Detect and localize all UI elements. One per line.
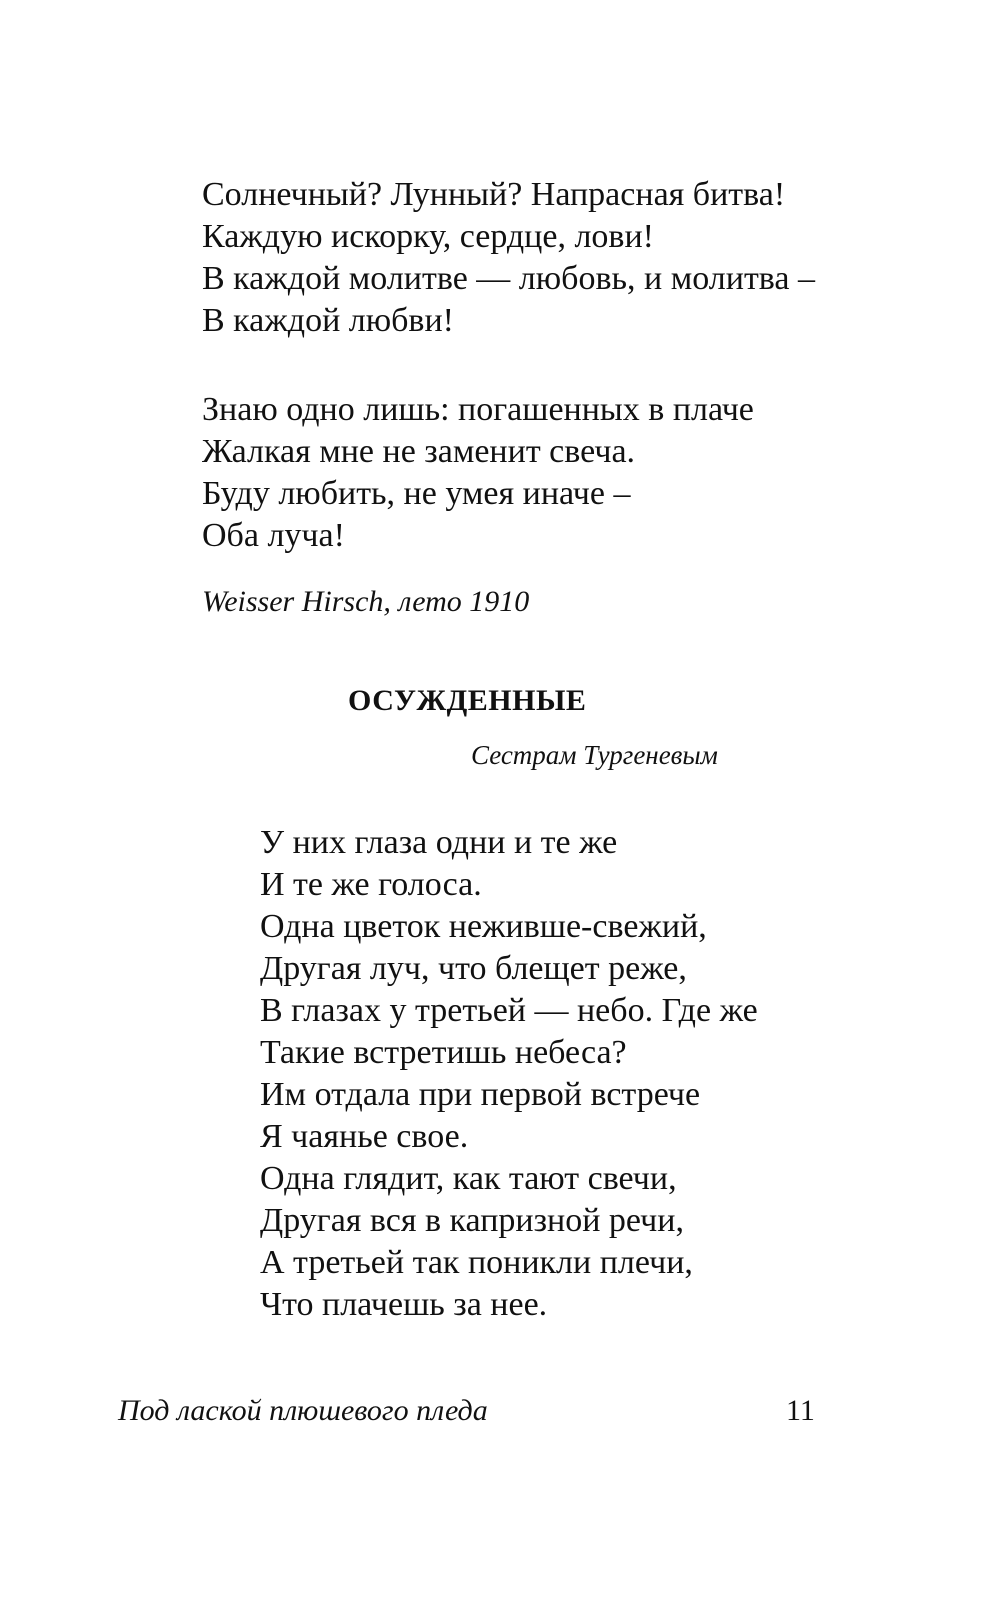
poem-line: У них глаза одни и те же xyxy=(260,824,618,861)
poem-line: А третьей так поникли плечи, xyxy=(260,1244,693,1281)
poem-line: Каждую искорку, сердце, лови! xyxy=(202,218,654,255)
poem-line: И те же голоса. xyxy=(260,866,482,903)
poem-line: Одна глядит, как тают свечи, xyxy=(260,1160,677,1197)
poem-dateline: Weisser Hirsch, лето 1910 xyxy=(202,585,530,618)
poem-line: В каждой любви! xyxy=(202,302,454,339)
poem-line: В глазах у третьей — небо. Где же xyxy=(260,992,758,1029)
stanza-2 xyxy=(202,389,754,557)
poem-line: Оба луча! xyxy=(202,517,345,554)
poem-line: Я чаянье свое. xyxy=(260,1118,469,1155)
poem-line: Другая вся в капризной речи, xyxy=(260,1202,684,1239)
poem-dedication: Сестрам Тургеневым xyxy=(471,740,718,770)
running-footer-title: Под лаской плюшевого пледа xyxy=(118,1394,488,1427)
poem-title: ОСУЖДЕННЫЕ xyxy=(348,684,587,717)
poem-line: Буду любить, не умея иначе – xyxy=(202,475,631,512)
poem-line: Знаю одно лишь: погашенных в плаче xyxy=(202,391,754,428)
page-number: 11 xyxy=(786,1394,815,1427)
poem-line: Одна цветок неживше-свежий, xyxy=(260,908,707,945)
poem-body xyxy=(260,822,758,1326)
poem-line: Такие встретишь небеса? xyxy=(260,1034,627,1071)
poem-line: Жалкая мне не заменит свеча. xyxy=(202,433,636,470)
poem-line: В каждой молитве — любовь, и молитва – xyxy=(202,260,815,297)
poem-line: Им отдала при первой встрече xyxy=(260,1076,701,1113)
poem-line: Солнечный? Лунный? Напрасная битва! xyxy=(202,176,786,213)
stanza-1 xyxy=(202,174,815,342)
poem-line: Что плачешь за нее. xyxy=(260,1286,548,1323)
poem-line: Другая луч, что блещет реже, xyxy=(260,950,687,987)
